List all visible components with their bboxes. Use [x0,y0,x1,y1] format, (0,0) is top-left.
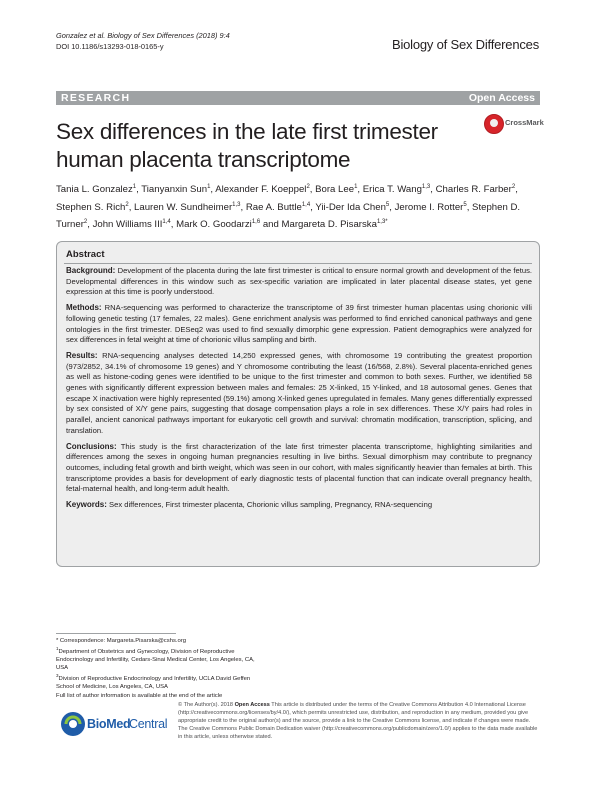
abstract-conclusions: Conclusions: This study is the first characterization of the late first trimester placenta transcriptome, highlighting similarities and differences among the sexes in ongoing human pregnancies resulting in live births. Sexual dimorphism may contribute to pregnancy outcomes, including fetal growth and birth weight, which was seen in our cohort, with males significantly heavier than females at birth. This transcriptome provides a basis for development of early diagnostic tests of placental function that can indicate overall pregnancy health, fetal-maternal health, and long-term adult health. [66,441,532,494]
abstract-heading: Abstract [66,249,105,260]
license-open-access: Open Access [234,702,270,708]
publisher-name-regular: Central [129,717,168,731]
abstract-results: Results: RNA-sequencing analyses detected 14,250 expressed genes, with chromosome 19 contributing the greatest proportion (973/2852, 34.1% of chromosome 19 genes) and Y chromosome contributing the least (16/568, 2.8%). Several placenta-enriched genes as well as histone-coding genes were identified to be unique to the first trimester and common to both sexes. Further, we identified 58 genes with significantly different expression between males and females: 25 X-linked, 15 Y-linked, and 18 autosomal genes. Genes that escape X inactivation were highly represented (59.1%) among X-linked genes upregulated in females. Many genes differentially expressed by sex consisted of X/Y gene pairs, suggesting that dosage compensation plays a role in sex differences. These X/Y pairs had roles in parallel, ancient canonical pathways important for eukaryotic cell growth and survival: chromatin modification, transcription, splicing, and translation. [66,350,532,435]
footnote-divider [56,633,176,634]
section-bar [56,91,540,105]
footnotes [56,637,256,700]
affiliation-1: $^1$Department of Obstetrics and Gynecology, Division of Reproductive Endocrinology and Infertility, Cedars-Sinai Medical Center, Los Angeles, CA, USA [56,646,255,672]
article-title: Sex differences in the late first trimester human placenta transcriptome [56,119,438,172]
abstract-background: Background: Development of the placenta during the late first trimester is critical to ensure normal growth and development of the fetus. Developmental differences in this window such as sex-specific variation are implicated in later placental disease states, yet gene expression at this time is poorly understood. [66,266,532,297]
publisher-name-bold: BioMed [87,717,131,731]
abstract-divider [64,263,532,264]
correspondence[interactable]: * Correspondence: Margareta.Pisarska@cshs.org [56,638,187,644]
crossmark-label: CrossMark [505,118,544,127]
crossmark-badge[interactable] [484,113,544,135]
author-list: Tania L. Gonzalez$^1$, Tianyanxin Sun$^1$, Alexander F. Koeppel$^2$, Bora Lee$^1$, Erica T. Wang$^{1,3}$, Charles R. Farber$^2$, Stephen S. Rich$^2$, Lauren W. Sundheimer$^{1,3}$, Rae A. Buttle$^{1,4}$, Yii-Der Ida Chen$^5$, Jerome I. Rotter$^5$, Stephen D. Turner$^2$, John Williams III$^{1,4}$, Mark O. Goodarzi$^{1,6}$ and Margareta D. Pisarska$^{1,3*}$ [56,184,521,231]
citation: Gonzalez et al. Biology of Sex Differences (2018) 9:4 [56,31,230,40]
article-type: RESEARCH [61,92,131,104]
affiliation-3: $^3$Division of Reproductive Endocrinology and Infertility, UCLA David Geffen School of Medicine, Los Angeles, CA, USA [56,673,251,691]
author-info-note: Full list of author information is available at the end of the article [56,692,223,699]
doi[interactable]: DOI 10.1186/s13293-018-0165-y [56,41,164,51]
abstract-box [56,241,540,567]
license-statement: © The Author(s). 2018 Open Access This article is distributed under the terms of the Creative Commons Attribution 4.0 International License (http://creativecommons.org/licenses/by/4.0/), which permits unrestricted use, distribution, and reproduction in any medium, provided you give appropriate credit to the original author(s) and the source, provide a link to the Creative Commons license, and indicate if changes were made. The Creative Commons Public Domain Dedication waiver (http://creativecommons.org/publicdomain/zero/1.0/) applies to the data made available in this article, unless otherwise stated. [178,702,538,741]
journal-name: Biology of Sex Differences [391,37,539,52]
abstract-body [66,266,532,516]
running-header [56,31,230,52]
abstract-methods: Methods: RNA-sequencing was performed to characterize the transcriptome of 39 first trimester human placentas using chorionic villi following genetic testing (17 females, 22 males). Gene enrichment analysis was performed to find enriched canonical pathways and gene ontologies in the first trimester. DESeq2 was used to find sexually dimorphic gene expression. Patient demographics were analyzed for sex differences in fetal weight at time of chorionic villus sampling and birth. [66,303,532,345]
biomed-central-logo-icon [60,711,86,737]
publisher-logo[interactable] [56,705,176,745]
crossmark-icon [484,114,504,134]
open-access-label: Open Access [468,92,535,104]
abstract-keywords: Keywords: Sex differences, First trimester placenta, Chorionic villus sampling, Pregnancy, RNA-sequencing [66,500,433,510]
